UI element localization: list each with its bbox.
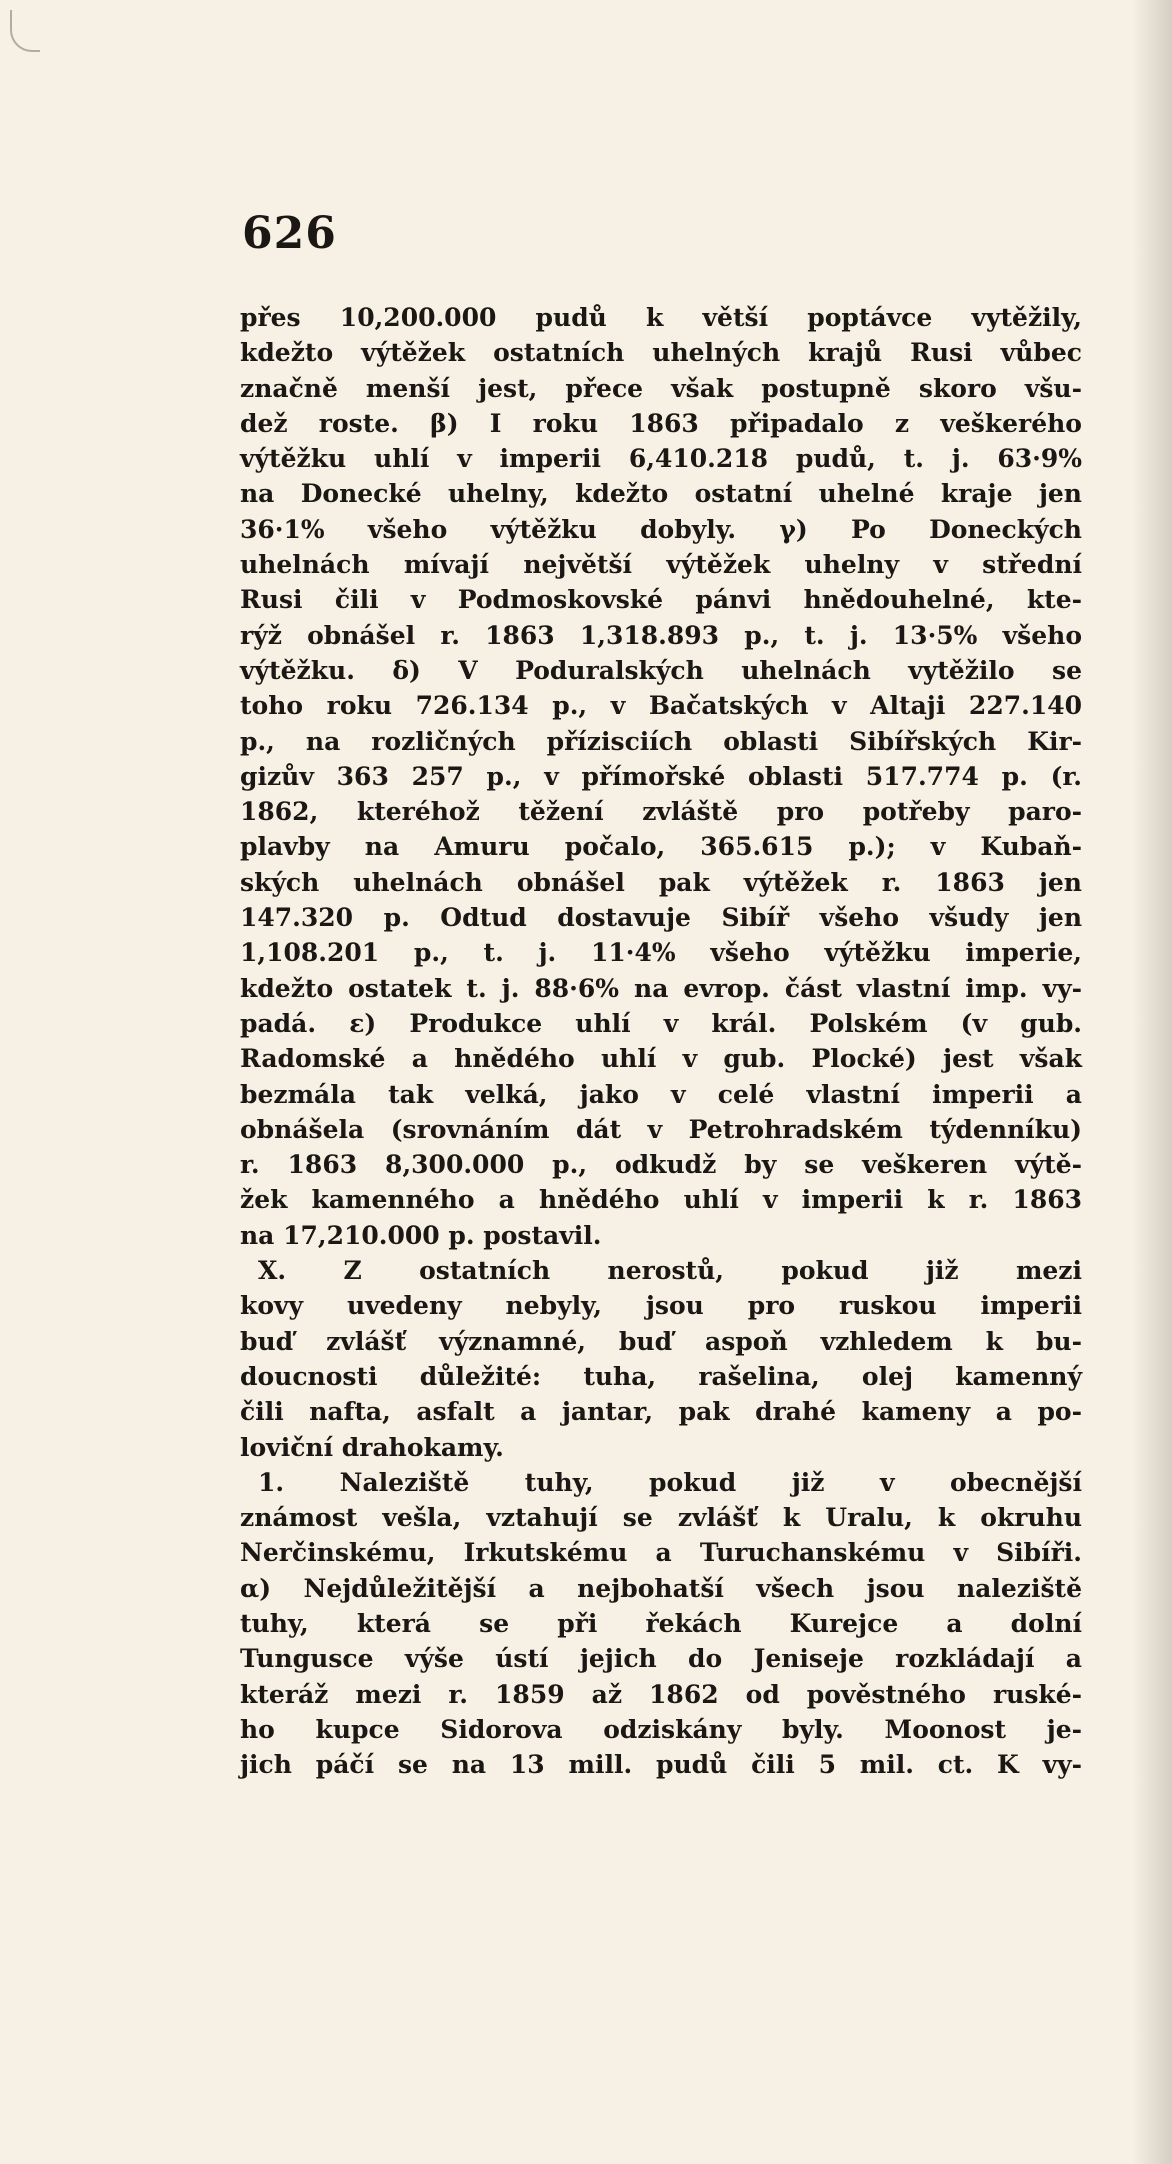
text-line: 36·1% všeho výtěžku dobyly. γ) Po Doneckých	[240, 514, 1082, 544]
text-line: padá. ε) Produkce uhlí v král. Polském (v gub.	[240, 1008, 1082, 1038]
text-line: toho roku 726.134 p., v Bačatských v Altaji 227.140	[240, 691, 1082, 721]
text-line: 1,108.201 p., t. j. 11·4% všeho výtěžku imperie,	[240, 938, 1082, 968]
text-line: Nerčinskému, Irkutskému a Turuchanskému v Sibíři.	[240, 1538, 1082, 1568]
page-number: 626	[242, 208, 337, 259]
text-line: dež roste. β) I roku 1863 připadalo z veškerého	[240, 408, 1082, 438]
text-line: kdežto výtěžek ostatních uhelných krajů Rusi vůbec	[240, 338, 1082, 368]
text-line: přes 10,200.000 pudů k větší poptávce vytěžily,	[240, 303, 1082, 332]
page-corner-mark	[10, 10, 40, 52]
text-line: Radomské a hnědého uhlí v gub. Plocké) jest však	[240, 1044, 1082, 1074]
text-line: Tungusce výše ústí jejich do Jeniseje rozkládají a	[240, 1644, 1082, 1674]
text-line: na Donecké uhelny, kdežto ostatní uhelné kraje jen	[240, 479, 1082, 509]
text-line: obnášela (srovnáním dát v Petrohradském týdenníku)	[240, 1114, 1082, 1144]
text-line: značně menší jest, přece však postupně skoro všu-	[240, 373, 1082, 403]
text-line: výtěžku uhlí v imperii 6,410.218 pudů, t. j. 63·9%	[240, 444, 1082, 474]
text-line: ských uhelnách obnášel pak výtěžek r. 1863 jen	[240, 867, 1082, 897]
text-line: čili nafta, asfalt a jantar, pak drahé kameny a po-	[240, 1397, 1082, 1427]
body-text	[240, 300, 1082, 1782]
text-line: výtěžku. δ) V Poduralských uhelnách vytěžilo se	[240, 655, 1082, 685]
text-line: gizův 363 257 p., v přímořské oblasti 517.774 p. (r.	[240, 761, 1082, 791]
text-line: ho kupce Sidorova odziskány byly. Moonost je-	[240, 1714, 1082, 1744]
text-line: r. 1863 8,300.000 p., odkudž by se veškeren výtě-	[240, 1150, 1082, 1180]
text-line: plavby na Amuru počalo, 365.615 p.); v Kubaň-	[240, 832, 1082, 862]
text-line: kdežto ostatek t. j. 88·6% na evrop. část vlastní imp. vy-	[240, 973, 1082, 1003]
subsection-heading-line: 1. Naleziště tuhy, pokud již v obecnější	[258, 1467, 1082, 1497]
text-line: kteráž mezi r. 1859 až 1862 od pověstného ruské-	[240, 1679, 1082, 1709]
text-line: buď zvlášť významné, buď aspoň vzhledem k bu-	[240, 1326, 1082, 1356]
text-line: tuhy, která se při řekách Kurejce a dolní	[240, 1608, 1082, 1638]
text-line: žek kamenného a hnědého uhlí v imperii k r. 1863	[240, 1185, 1082, 1215]
section-heading-line: X. Z ostatních nerostů, pokud již mezi	[258, 1256, 1082, 1286]
text-line: známost vešla, vztahují se zvlášť k Uralu, k okruhu	[240, 1503, 1082, 1533]
text-line: rýž obnášel r. 1863 1,318.893 p., t. j. 13·5% všeho	[240, 620, 1082, 650]
text-line: bezmála tak velká, jako v celé vlastní imperii a	[240, 1079, 1082, 1109]
text-line: Rusi čili v Podmoskovské pánvi hnědouhelné, kte-	[240, 585, 1082, 615]
text-line: kovy uvedeny nebyly, jsou pro ruskou imperii	[240, 1291, 1082, 1321]
text-line: uhelnách mívají největší výtěžek uhelny v střední	[240, 550, 1082, 580]
text-line: α) Nejdůležitější a nejbohatší všech jsou naleziště	[240, 1573, 1082, 1603]
text-line: na 17,210.000 p. postavil.	[240, 1220, 602, 1250]
text-line: 1862, kteréhož těžení zvláště pro potřeby paro-	[240, 797, 1082, 827]
text-line: p., na rozličných přízisciích oblasti Sibířských Kir-	[240, 726, 1082, 756]
text-line: loviční drahokamy.	[240, 1432, 504, 1462]
text-line: 147.320 p. Odtud dostavuje Sibíř všeho všudy jen	[240, 903, 1082, 933]
text-line: doucnosti důležité: tuha, rašelina, olej kamenný	[240, 1361, 1082, 1391]
text-line: jich páčí se na 13 mill. pudů čili 5 mil. ct. K vy-	[240, 1750, 1082, 1780]
